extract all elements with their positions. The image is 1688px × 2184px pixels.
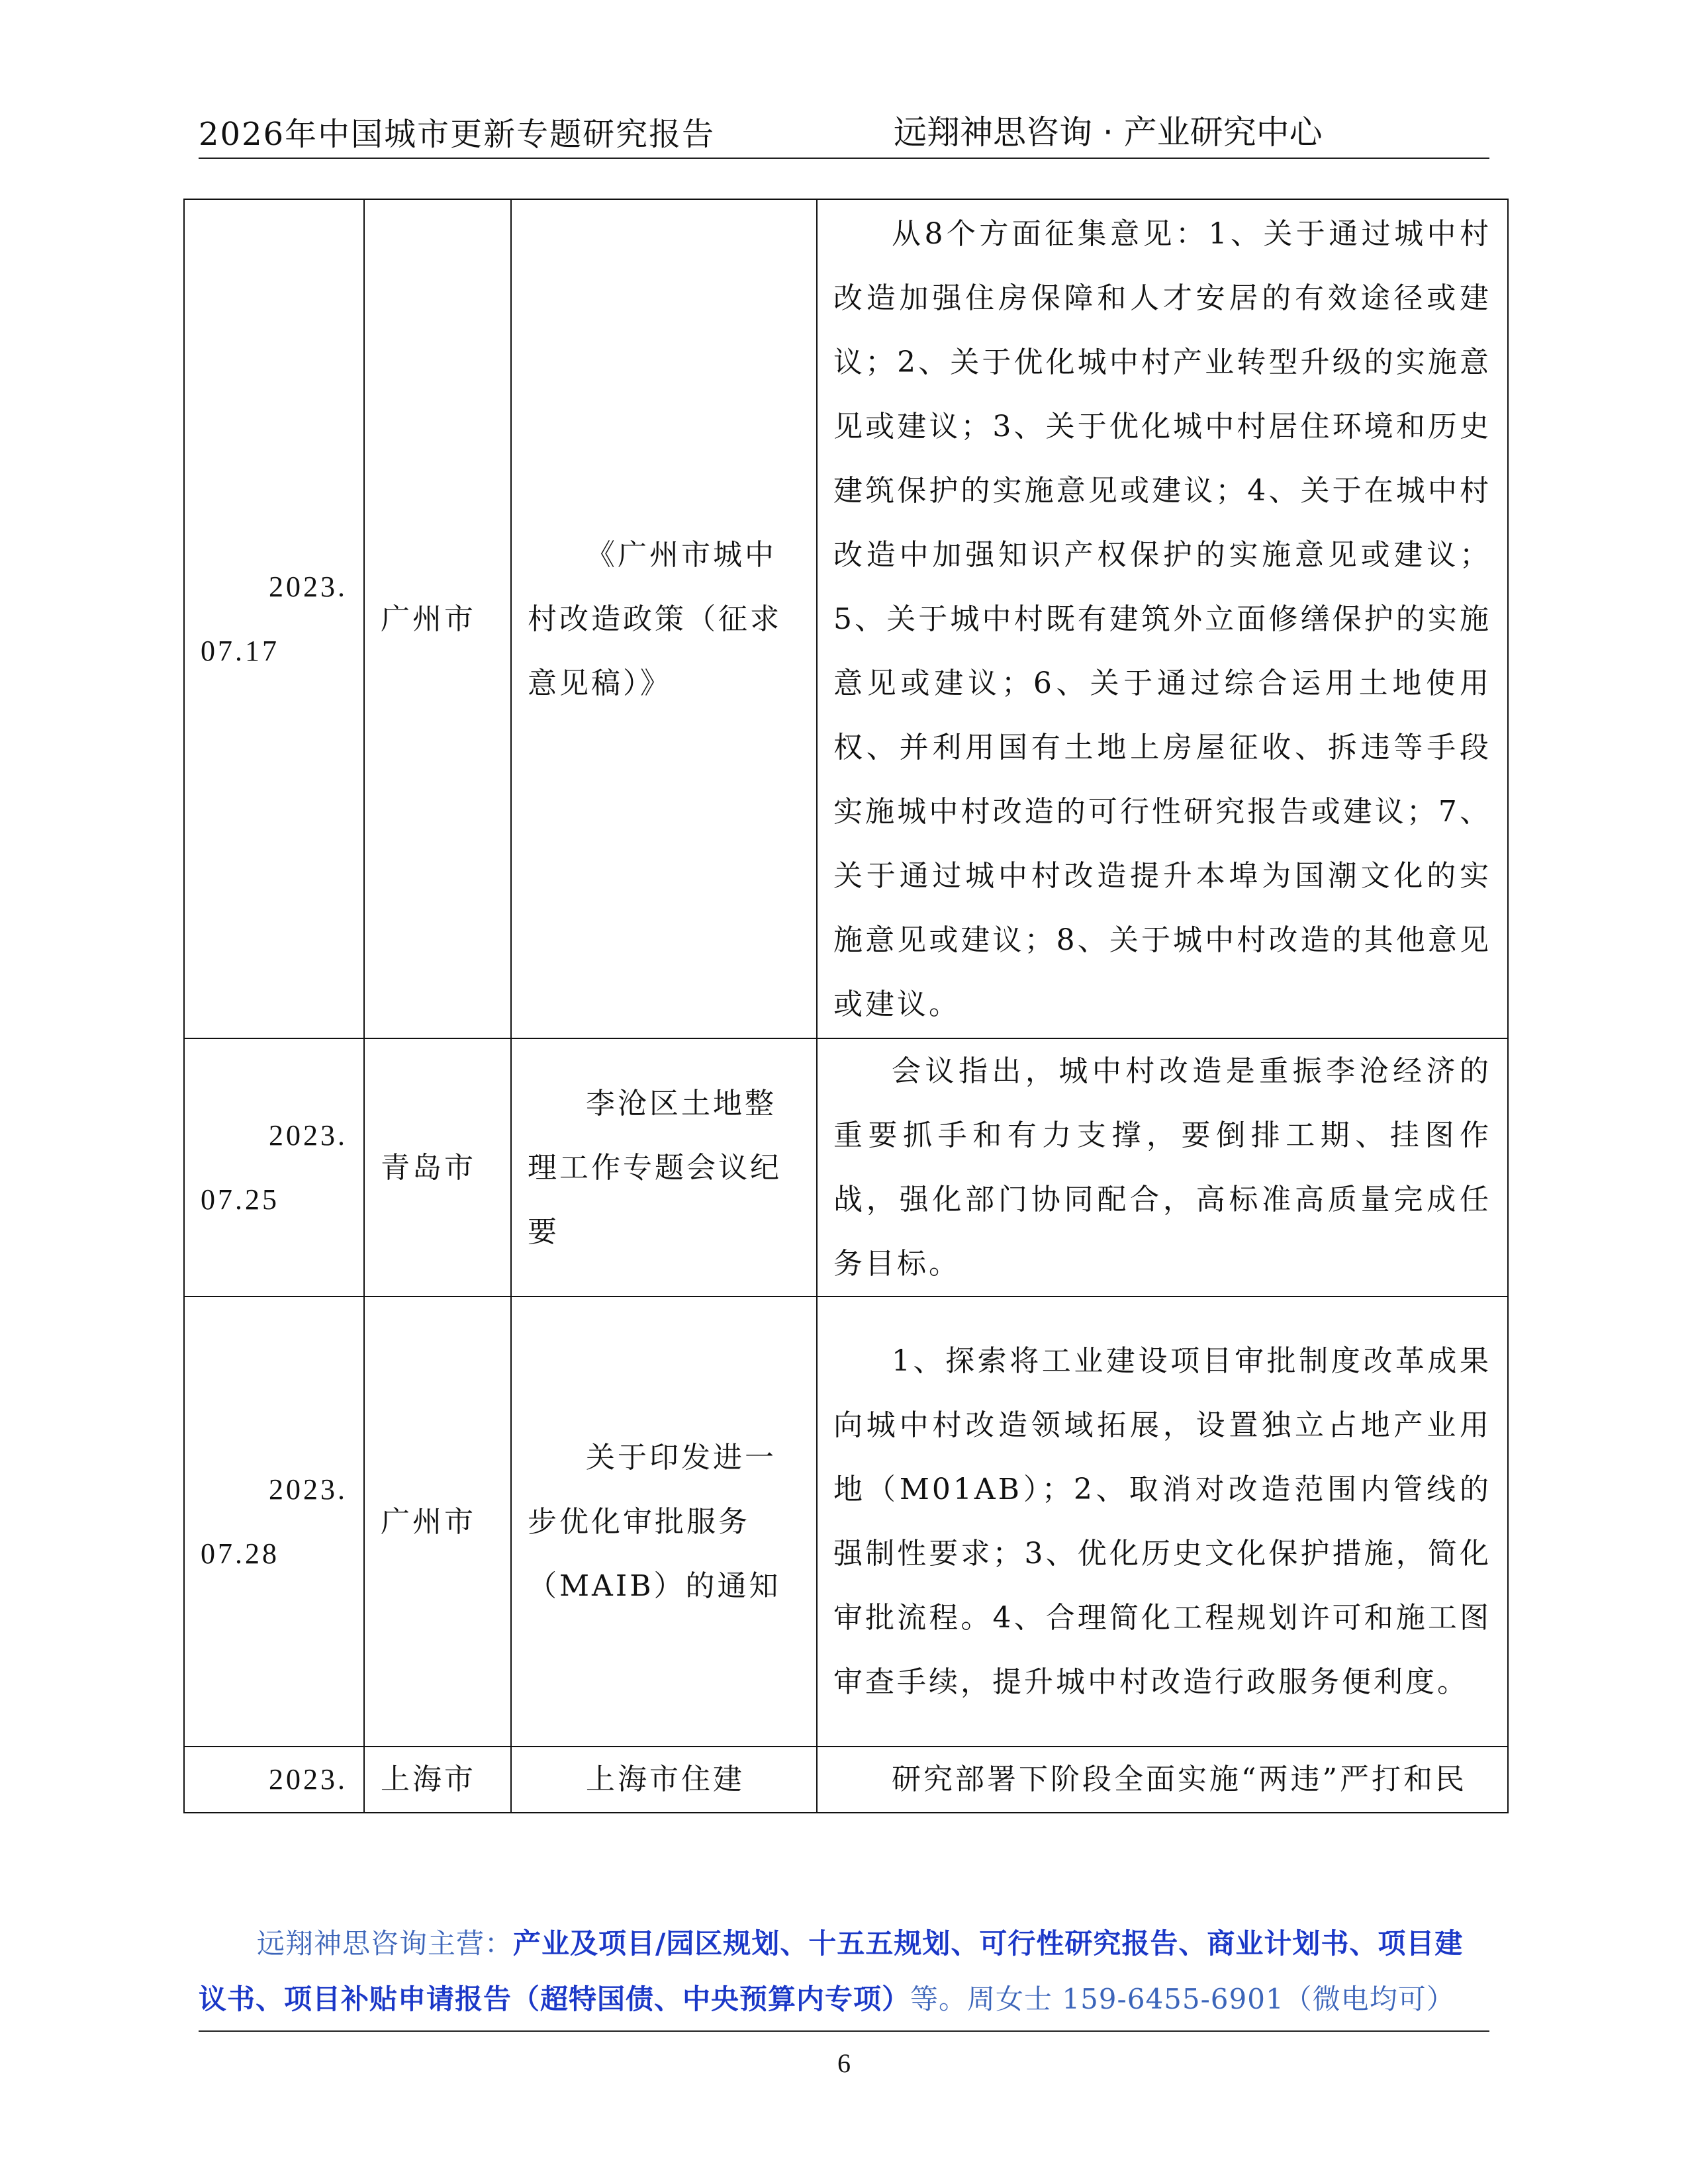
footer-contact: 等。周女士 159-6455-6901（微电均可） <box>910 1983 1455 2015</box>
footer-services: 产业及项目/园区规划、十五五规划、可行性研究报告、商业计划书、项目建议书、项目补贴申请报告（超特国债、中央预算内专项） <box>199 1927 1464 2015</box>
policy-title-cell <box>511 1038 817 1297</box>
policy-table <box>183 199 1509 1813</box>
page-number: 6 <box>837 2048 851 2078</box>
policy-title-cell <box>511 1747 817 1813</box>
policy-content-cell <box>817 1747 1508 1813</box>
table-row <box>184 1747 1508 1813</box>
date-line-2: 07.17 <box>201 635 279 667</box>
policy-content: 研究部署下阶段全面实施“两违”严打和民 <box>892 1762 1467 1796</box>
date-cell <box>184 1747 364 1813</box>
city-cell: 广州市 <box>364 199 511 1038</box>
policy-content: 会议指出，城中村改造是重振李沧经济的重要抓手和有力支撑，要倒排工期、挂图作战，强化部门协同配合，高标准高质量完成任务目标。 <box>833 1054 1491 1281</box>
date-cell <box>184 199 364 1038</box>
date-line-2: 07.25 <box>201 1183 279 1216</box>
city-cell: 青岛市 <box>364 1038 511 1297</box>
policy-title: 李沧区土地整理工作专题会议纪要 <box>528 1086 782 1249</box>
policy-content-cell <box>817 199 1508 1038</box>
date-cell <box>184 1038 364 1297</box>
date-line-1: 2023. <box>269 570 348 603</box>
policy-content-cell <box>817 1297 1508 1747</box>
date-line-1: 2023. <box>269 1763 348 1796</box>
publisher-name: 远翔神思咨询 · 产业研究中心 <box>894 113 1323 152</box>
date-line-1: 2023. <box>269 1119 348 1152</box>
date-line-2: 07.28 <box>201 1537 279 1570</box>
table-row <box>184 1038 1508 1297</box>
policy-title: 上海市住建 <box>586 1762 745 1796</box>
header-divider <box>199 158 1489 159</box>
report-title: 2026年中国城市更新专题研究报告 <box>199 116 716 153</box>
policy-title: 《广州市城中村改造政策（征求意见稿）》 <box>528 537 782 700</box>
policy-title-cell <box>511 199 817 1038</box>
policy-content-cell <box>817 1038 1508 1297</box>
footer-divider <box>199 2030 1489 2032</box>
table-row <box>184 199 1508 1038</box>
city-cell: 上海市 <box>364 1747 511 1813</box>
date-cell <box>184 1297 364 1747</box>
policy-title-cell <box>511 1297 817 1747</box>
footer-lead: 远翔神思咨询主营： <box>257 1927 514 1960</box>
footer-advertisement <box>199 1916 1489 2027</box>
policy-content: 1、探索将工业建设项目审批制度改革成果向城中村改造领域拓展，设置独立占地产业用地（M01AB）；2、取消对改造范围内管线的强制性要求；3、优化历史文化保护措施，简化审批流程。4、合理简化工程规划许可和施工图审查手续，提升城中村改造行政服务便利度。 <box>833 1344 1491 1699</box>
city-cell: 广州市 <box>364 1297 511 1747</box>
table-row <box>184 1297 1508 1747</box>
policy-content: 从8个方面征集意见：1、关于通过城中村改造加强住房保障和人才安居的有效途径或建议；2、关于优化城中村产业转型升级的实施意见或建议；3、关于优化城中村居住环境和历史建筑保护的实施意见或建议；4、关于在城中村改造中加强知识产权保护的实施意见或建议；5、关于城中村既有建筑外立面修缮保护的实施意见或建议；6、关于通过综合运用土地使用权、并利用国有土地上房屋征收、拆违等手段实施城中村改造的可行性研究报告或建议；7、关于通过城中村改造提升本埠为国潮文化的实施意见或建议；8、关于城中村改造的其他意见或建议。 <box>833 216 1491 1021</box>
policy-title: 关于印发进一步优化审批服务（MAIB）的通知 <box>528 1440 781 1603</box>
date-line-1: 2023. <box>269 1473 348 1506</box>
